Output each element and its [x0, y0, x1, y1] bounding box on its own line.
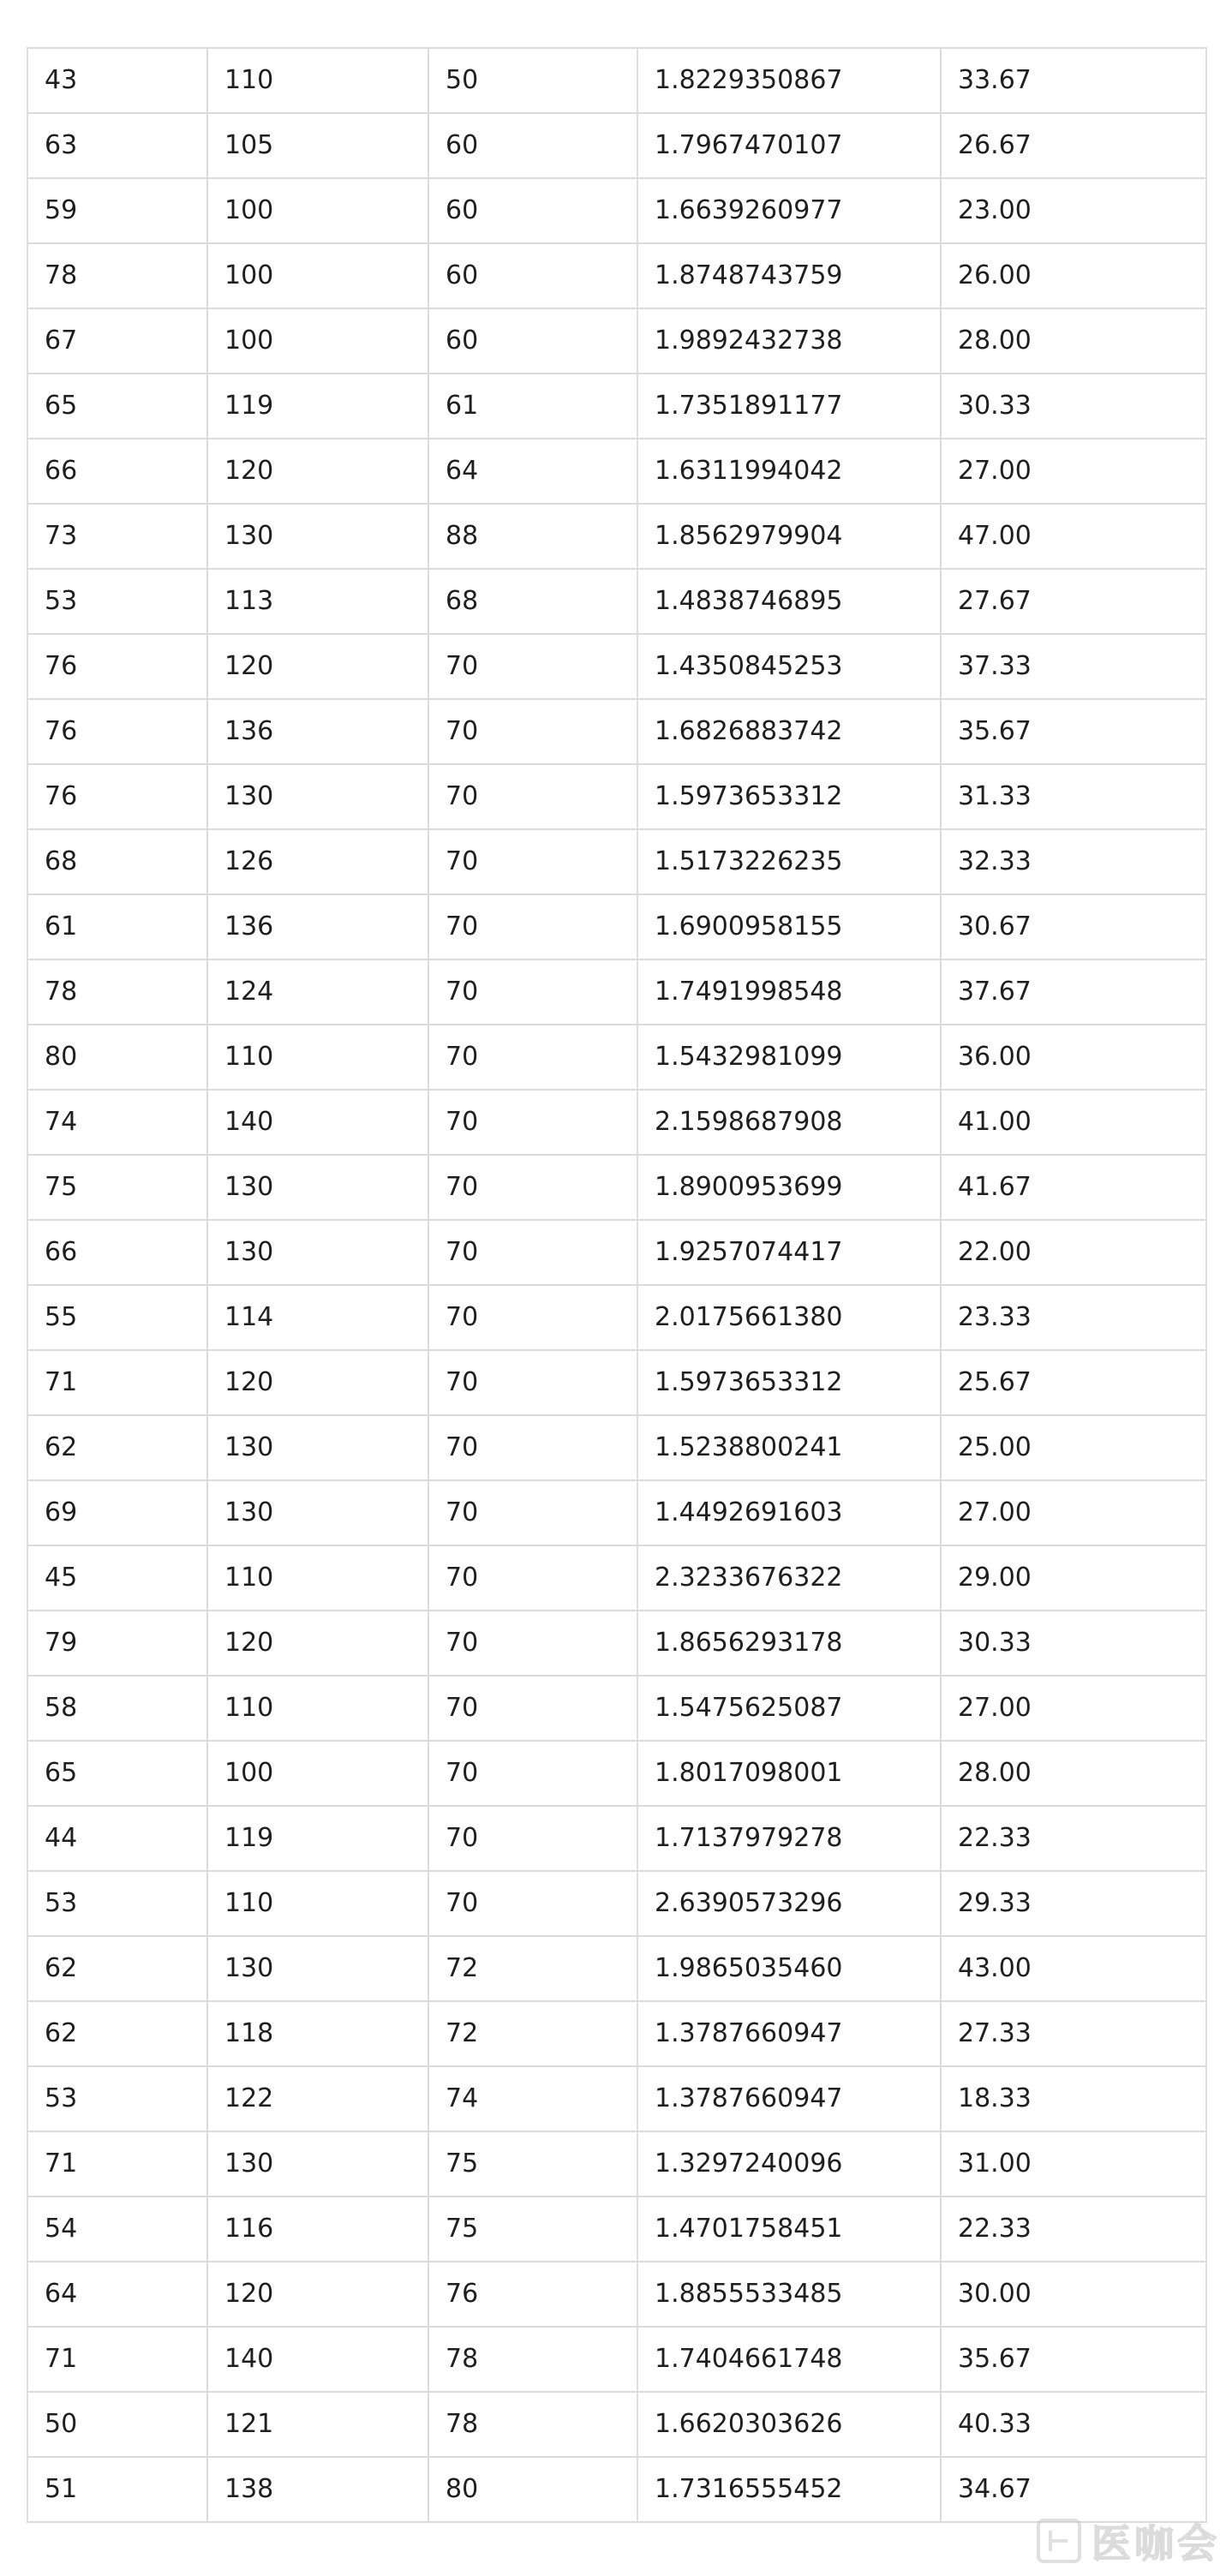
- table-cell: 130: [207, 1480, 428, 1545]
- table-cell: 72: [428, 2001, 637, 2066]
- table-row: [27, 1871, 1206, 1936]
- table-cell: 29.33: [941, 1871, 1206, 1936]
- table-cell: 1.4838746895: [637, 569, 941, 634]
- table-cell: 62: [27, 1415, 207, 1480]
- table-cell: 32.33: [941, 829, 1206, 894]
- table-cell: 76: [27, 699, 207, 764]
- table-row: [27, 569, 1206, 634]
- table-cell: 27.67: [941, 569, 1206, 634]
- table-row: [27, 2262, 1206, 2327]
- table-row: [27, 2457, 1206, 2522]
- table-cell: 68: [27, 829, 207, 894]
- table-cell: 23.00: [941, 178, 1206, 243]
- table-cell: 31.00: [941, 2131, 1206, 2196]
- table-cell: 29.00: [941, 1545, 1206, 1611]
- table-cell: 1.6311994042: [637, 439, 941, 504]
- table-row: [27, 439, 1206, 504]
- table-cell: 70: [428, 1025, 637, 1090]
- table-cell: 130: [207, 1936, 428, 2001]
- table-cell: 1.8562979904: [637, 504, 941, 569]
- table-cell: 22.33: [941, 1806, 1206, 1871]
- table-row: [27, 1090, 1206, 1155]
- table-row: [27, 504, 1206, 569]
- table-cell: 18.33: [941, 2066, 1206, 2131]
- table-cell: 79: [27, 1611, 207, 1676]
- table-row: [27, 1806, 1206, 1871]
- table-cell: 1.8900953699: [637, 1155, 941, 1220]
- table-cell: 60: [428, 113, 637, 178]
- table-cell: 75: [428, 2131, 637, 2196]
- table-cell: 70: [428, 1871, 637, 1936]
- table-cell: 78: [428, 2392, 637, 2457]
- table-cell: 35.67: [941, 2327, 1206, 2392]
- table-cell: 1.5238800241: [637, 1415, 941, 1480]
- table-cell: 2.3233676322: [637, 1545, 941, 1611]
- table-cell: 74: [428, 2066, 637, 2131]
- table-cell: 44: [27, 1806, 207, 1871]
- table-cell: 27.00: [941, 1676, 1206, 1741]
- table-cell: 80: [27, 1025, 207, 1090]
- table-row: [27, 2066, 1206, 2131]
- table-row: [27, 2196, 1206, 2262]
- table-cell: 37.33: [941, 634, 1206, 699]
- table-cell: 140: [207, 1090, 428, 1155]
- table-row: [27, 1025, 1206, 1090]
- table-cell: 110: [207, 1545, 428, 1611]
- table-cell: 62: [27, 1936, 207, 2001]
- table-cell: 70: [428, 1480, 637, 1545]
- table-cell: 70: [428, 1545, 637, 1611]
- table-cell: 25.67: [941, 1350, 1206, 1415]
- table-cell: 36.00: [941, 1025, 1206, 1090]
- watermark: [1035, 2513, 1220, 2569]
- table-cell: 22.33: [941, 2196, 1206, 2262]
- table-cell: 58: [27, 1676, 207, 1741]
- table-cell: 1.8017098001: [637, 1741, 941, 1806]
- table-cell: 53: [27, 1871, 207, 1936]
- table-cell: 2.6390573296: [637, 1871, 941, 1936]
- table-cell: 1.7404661748: [637, 2327, 941, 2392]
- table-cell: 1.8748743759: [637, 243, 941, 308]
- table-cell: 31.33: [941, 764, 1206, 829]
- table-cell: 27.00: [941, 1480, 1206, 1545]
- table-cell: 114: [207, 1285, 428, 1350]
- table-cell: 60: [428, 308, 637, 374]
- table-cell: 70: [428, 1090, 637, 1155]
- table-row: [27, 1611, 1206, 1676]
- table-row: [27, 2392, 1206, 2457]
- table-cell: 130: [207, 1220, 428, 1285]
- table-cell: 1.6620303626: [637, 2392, 941, 2457]
- table-cell: 100: [207, 308, 428, 374]
- table-cell: 1.5973653312: [637, 1350, 941, 1415]
- table-cell: 64: [428, 439, 637, 504]
- table-cell: 60: [428, 178, 637, 243]
- table-cell: 119: [207, 1806, 428, 1871]
- table-cell: 70: [428, 1155, 637, 1220]
- table-body: [27, 48, 1206, 2522]
- table-cell: 70: [428, 1676, 637, 1741]
- table-cell: 55: [27, 1285, 207, 1350]
- table-cell: 66: [27, 439, 207, 504]
- table-cell: 75: [27, 1155, 207, 1220]
- table-cell: 1.9892432738: [637, 308, 941, 374]
- table-cell: 121: [207, 2392, 428, 2457]
- table-cell: 33.67: [941, 48, 1206, 113]
- table-cell: 120: [207, 634, 428, 699]
- table-cell: 1.5973653312: [637, 764, 941, 829]
- table-cell: 27.33: [941, 2001, 1206, 2066]
- table-cell: 76: [27, 634, 207, 699]
- table-cell: 1.5475625087: [637, 1676, 941, 1741]
- table-cell: 43: [27, 48, 207, 113]
- table-row: [27, 2131, 1206, 2196]
- table-cell: 1.8656293178: [637, 1611, 941, 1676]
- table-cell: 70: [428, 1285, 637, 1350]
- table-cell: 70: [428, 959, 637, 1025]
- table-row: [27, 699, 1206, 764]
- table-cell: 1.7967470107: [637, 113, 941, 178]
- table-cell: 78: [27, 959, 207, 1025]
- table-cell: 65: [27, 374, 207, 439]
- table-cell: 1.7351891177: [637, 374, 941, 439]
- table-cell: 23.33: [941, 1285, 1206, 1350]
- table-cell: 100: [207, 178, 428, 243]
- table-cell: 110: [207, 48, 428, 113]
- table-cell: 63: [27, 113, 207, 178]
- table-cell: 61: [428, 374, 637, 439]
- table-cell: 70: [428, 1611, 637, 1676]
- table-cell: 64: [27, 2262, 207, 2327]
- table-row: [27, 1285, 1206, 1350]
- table-row: [27, 308, 1206, 374]
- table-cell: 75: [428, 2196, 637, 2262]
- table-row: [27, 1936, 1206, 2001]
- table-cell: 70: [428, 1415, 637, 1480]
- table-row: [27, 1741, 1206, 1806]
- table-cell: 34.67: [941, 2457, 1206, 2522]
- table-cell: 1.9865035460: [637, 1936, 941, 2001]
- table-cell: 120: [207, 2262, 428, 2327]
- table-cell: 138: [207, 2457, 428, 2522]
- table-cell: 1.6639260977: [637, 178, 941, 243]
- table-cell: 70: [428, 1350, 637, 1415]
- table-cell: 1.3787660947: [637, 2066, 941, 2131]
- table-cell: 62: [27, 2001, 207, 2066]
- table-row: [27, 1676, 1206, 1741]
- data-table: [27, 47, 1207, 2523]
- table-cell: 53: [27, 569, 207, 634]
- table-cell: 70: [428, 829, 637, 894]
- table-row: [27, 1545, 1206, 1611]
- table-cell: 60: [428, 243, 637, 308]
- table-cell: 78: [428, 2327, 637, 2392]
- table-cell: 118: [207, 2001, 428, 2066]
- table-cell: 1.4492691603: [637, 1480, 941, 1545]
- table-cell: 1.3787660947: [637, 2001, 941, 2066]
- table-cell: 130: [207, 504, 428, 569]
- table-cell: 27.00: [941, 439, 1206, 504]
- table-cell: 1.4350845253: [637, 634, 941, 699]
- table-row: [27, 1480, 1206, 1545]
- table-cell: 1.8855533485: [637, 2262, 941, 2327]
- table-row: [27, 1415, 1206, 1480]
- table-cell: 126: [207, 829, 428, 894]
- table-row: [27, 894, 1206, 959]
- table-cell: 69: [27, 1480, 207, 1545]
- table-cell: 122: [207, 2066, 428, 2131]
- table-cell: 35.67: [941, 699, 1206, 764]
- table-cell: 41.67: [941, 1155, 1206, 1220]
- table-cell: 120: [207, 1350, 428, 1415]
- table-cell: 116: [207, 2196, 428, 2262]
- table-cell: 130: [207, 1415, 428, 1480]
- table-cell: 70: [428, 894, 637, 959]
- table-cell: 130: [207, 2131, 428, 2196]
- table-cell: 1.4701758451: [637, 2196, 941, 2262]
- table-cell: 100: [207, 1741, 428, 1806]
- table-row: [27, 1350, 1206, 1415]
- table-cell: 113: [207, 569, 428, 634]
- table-row: [27, 829, 1206, 894]
- table-cell: 65: [27, 1741, 207, 1806]
- table-cell: 1.3297240096: [637, 2131, 941, 2196]
- table-cell: 130: [207, 1155, 428, 1220]
- table-cell: 70: [428, 699, 637, 764]
- table-cell: 22.00: [941, 1220, 1206, 1285]
- table-cell: 26.00: [941, 243, 1206, 308]
- table-cell: 70: [428, 1220, 637, 1285]
- table-cell: 105: [207, 113, 428, 178]
- table-cell: 71: [27, 2131, 207, 2196]
- table-cell: 136: [207, 699, 428, 764]
- table-cell: 50: [27, 2392, 207, 2457]
- table-cell: 1.5173226235: [637, 829, 941, 894]
- table-cell: 74: [27, 1090, 207, 1155]
- table-cell: 124: [207, 959, 428, 1025]
- table-row: [27, 113, 1206, 178]
- table-row: [27, 2001, 1206, 2066]
- table-row: [27, 243, 1206, 308]
- table-cell: 68: [428, 569, 637, 634]
- table-cell: 140: [207, 2327, 428, 2392]
- table-cell: 30.33: [941, 1611, 1206, 1676]
- table-cell: 66: [27, 1220, 207, 1285]
- table-cell: 1.5432981099: [637, 1025, 941, 1090]
- watermark-text: 医咖会: [1091, 2520, 1220, 2567]
- table-cell: 70: [428, 1806, 637, 1871]
- table-cell: 1.7137979278: [637, 1806, 941, 1871]
- table-cell: 72: [428, 1936, 637, 2001]
- table-row: [27, 374, 1206, 439]
- table-cell: 88: [428, 504, 637, 569]
- table-row: [27, 764, 1206, 829]
- table-cell: 70: [428, 1741, 637, 1806]
- table-cell: 110: [207, 1676, 428, 1741]
- table-cell: 28.00: [941, 308, 1206, 374]
- table-row: [27, 1155, 1206, 1220]
- table-cell: 2.0175661380: [637, 1285, 941, 1350]
- table-cell: 136: [207, 894, 428, 959]
- yikahui-logo-icon: [1035, 2517, 1083, 2565]
- table-cell: 54: [27, 2196, 207, 2262]
- table-row: [27, 178, 1206, 243]
- table-cell: 120: [207, 439, 428, 504]
- table-row: [27, 48, 1206, 113]
- table-cell: 67: [27, 308, 207, 374]
- table-cell: 1.7316555452: [637, 2457, 941, 2522]
- table-cell: 26.67: [941, 113, 1206, 178]
- table-cell: 2.1598687908: [637, 1090, 941, 1155]
- table-cell: 41.00: [941, 1090, 1206, 1155]
- table-cell: 76: [27, 764, 207, 829]
- table-cell: 130: [207, 764, 428, 829]
- table-cell: 100: [207, 243, 428, 308]
- table-cell: 1.9257074417: [637, 1220, 941, 1285]
- table-row: [27, 1220, 1206, 1285]
- table-cell: 70: [428, 634, 637, 699]
- table-cell: 25.00: [941, 1415, 1206, 1480]
- table-cell: 1.6826883742: [637, 699, 941, 764]
- table-cell: 30.67: [941, 894, 1206, 959]
- table-cell: 80: [428, 2457, 637, 2522]
- table-cell: 110: [207, 1871, 428, 1936]
- table-cell: 47.00: [941, 504, 1206, 569]
- table-cell: 71: [27, 1350, 207, 1415]
- table-cell: 73: [27, 504, 207, 569]
- table-cell: 51: [27, 2457, 207, 2522]
- table-cell: 30.00: [941, 2262, 1206, 2327]
- table-row: [27, 634, 1206, 699]
- table-cell: 30.33: [941, 374, 1206, 439]
- table-cell: 119: [207, 374, 428, 439]
- table-cell: 1.8229350867: [637, 48, 941, 113]
- table-cell: 61: [27, 894, 207, 959]
- table-row: [27, 2327, 1206, 2392]
- table-cell: 78: [27, 243, 207, 308]
- table-cell: 1.7491998548: [637, 959, 941, 1025]
- table-cell: 53: [27, 2066, 207, 2131]
- table-cell: 110: [207, 1025, 428, 1090]
- table-cell: 37.67: [941, 959, 1206, 1025]
- table-cell: 45: [27, 1545, 207, 1611]
- table-cell: 120: [207, 1611, 428, 1676]
- table-cell: 50: [428, 48, 637, 113]
- table-cell: 28.00: [941, 1741, 1206, 1806]
- table-cell: 1.6900958155: [637, 894, 941, 959]
- table-cell: 70: [428, 764, 637, 829]
- table-cell: 71: [27, 2327, 207, 2392]
- table-cell: 59: [27, 178, 207, 243]
- table-cell: 76: [428, 2262, 637, 2327]
- table-cell: 40.33: [941, 2392, 1206, 2457]
- table-cell: 43.00: [941, 1936, 1206, 2001]
- table-row: [27, 959, 1206, 1025]
